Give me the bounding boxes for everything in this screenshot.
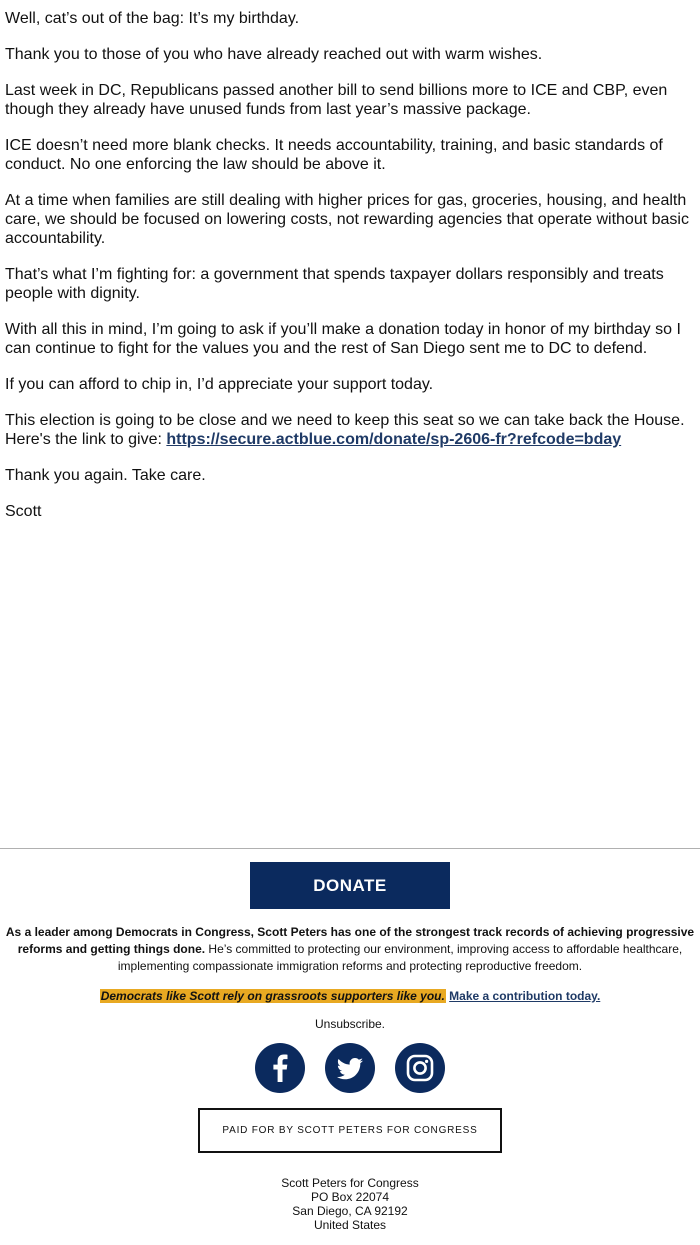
mailing-address	[0, 1176, 700, 1232]
paragraph-election	[5, 411, 695, 449]
unsubscribe-link[interactable]: Unsubscribe.	[314, 1017, 386, 1031]
grassroots-highlight: Democrats like Scott rely on grassroots supporters like you.	[100, 989, 445, 1003]
paragraph-thanks: Thank you to those of you who have already reached out with warm wishes.	[5, 46, 543, 63]
election-text: This election is going to be close and we need to keep this seat so we can take back the House. Here's the link to give:	[5, 412, 685, 448]
address-line-2: PO Box 22074	[310, 1190, 390, 1204]
email-footer	[0, 862, 700, 1232]
paragraph-fighting: That’s what I’m fighting for: a government that spends taxpayer dollars responsibly and treats people with dignity.	[5, 266, 664, 302]
twitter-icon[interactable]	[325, 1043, 375, 1093]
signature: Scott	[5, 503, 42, 520]
address-line-3: San Diego, CA 92192	[292, 1204, 408, 1218]
social-links	[0, 1043, 700, 1093]
contribution-cta	[0, 988, 700, 1004]
donate-button[interactable]: DONATE	[250, 862, 450, 909]
paragraph-ice: ICE doesn’t need more blank checks. It needs accountability, training, and basic standards of conduct. No one enforcing the law should be above it.	[5, 137, 663, 173]
paragraph-intro: Well, cat’s out of the bag: It’s my birthday.	[5, 10, 300, 27]
paragraph-ask: With all this in mind, I’m going to ask if you’ll make a donation today in honor of my birthday so I can continue to fight for the values you and the rest of San Diego sent me to DC to defend.	[5, 321, 681, 357]
contribution-link[interactable]: Make a contribution today.	[449, 989, 601, 1003]
about-text	[5, 924, 695, 975]
paragraph-dc: Last week in DC, Republicans passed another bill to send billions more to ICE and CBP, even though they already have unused funds from last year’s massive package.	[5, 82, 668, 118]
about-rest: He’s committed to protecting our environment, improving access to affordable healthcare, implementing compassionate immigration reforms and protecting reproductive freedom.	[117, 942, 683, 973]
about-bold: As a leader among Democrats in Congress, Scott Peters has one of the strongest track records of achieving progressive reforms and getting things done.	[5, 925, 695, 956]
footer-divider	[0, 848, 700, 849]
paid-for-disclaimer: PAID FOR BY SCOTT PETERS FOR CONGRESS	[198, 1108, 502, 1153]
paragraph-chip-in: If you can afford to chip in, I’d appreciate your support today.	[5, 376, 434, 393]
address-line-1: Scott Peters for Congress	[281, 1176, 419, 1190]
instagram-icon[interactable]	[395, 1043, 445, 1093]
email-body	[5, 9, 695, 538]
donation-link[interactable]: https://secure.actblue.com/donate/sp-2606-fr?refcode=bday	[166, 431, 622, 448]
facebook-icon[interactable]	[255, 1043, 305, 1093]
paragraph-costs: At a time when families are still dealing with higher prices for gas, groceries, housing, and health care, we should be focused on lowering costs, not rewarding agencies that operate without basic accountability.	[5, 192, 689, 247]
address-line-4: United States	[313, 1218, 387, 1232]
paragraph-closing: Thank you again. Take care.	[5, 467, 206, 484]
